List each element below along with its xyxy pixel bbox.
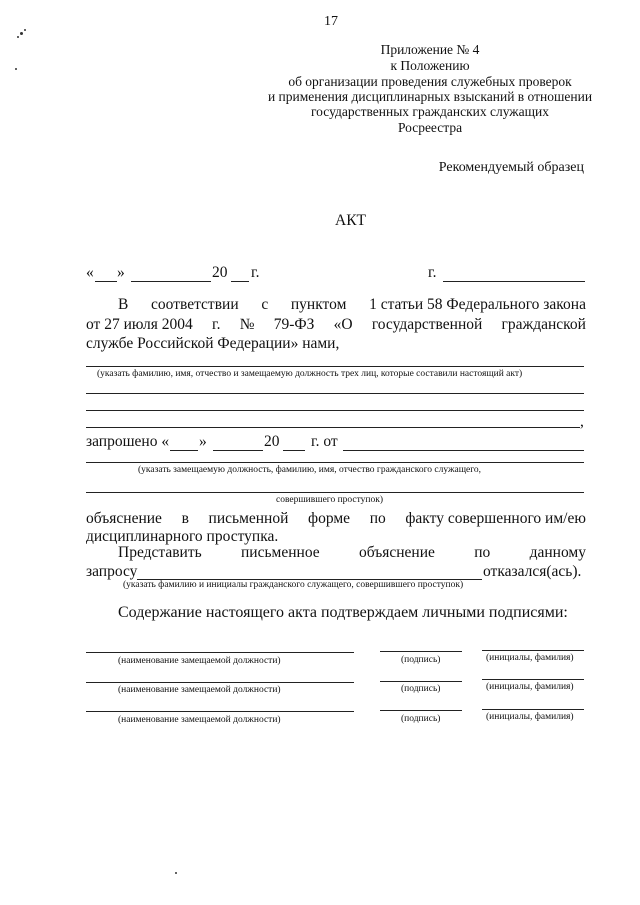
explanation-word: объяснение: [86, 510, 162, 527]
confirm-text: Содержание настоящего акта подтверждаем личными подписями:: [118, 604, 568, 621]
requested-day-field: [170, 450, 198, 451]
signature-caption: (подпись): [401, 684, 441, 694]
signature-field: [380, 681, 462, 682]
position-caption: (наименование замещаемой должности): [118, 715, 281, 725]
document-title: АКТ: [335, 212, 366, 229]
intro-line-3: службе Российской Федерации» нами,: [86, 335, 340, 352]
position-caption: (наименование замещаемой должности): [118, 685, 281, 695]
appendix-line: к Положению: [390, 58, 470, 73]
scan-speck: [15, 68, 17, 70]
initials-field: [482, 679, 584, 680]
intro-word: соответствии: [151, 296, 239, 313]
city-field: [443, 281, 585, 282]
persons-field: [86, 393, 584, 394]
present-word: объяснение: [358, 544, 435, 561]
intro-word: с: [261, 296, 269, 313]
intro-word: 1 статьи 58 Федерального закона: [369, 296, 586, 313]
signature-caption: (подпись): [401, 655, 441, 665]
requested-month-field: [213, 450, 263, 451]
appendix-line: Приложение № 4: [380, 42, 480, 57]
requested-from-field: [343, 450, 584, 451]
date-month-field: [131, 281, 211, 282]
requested-quote-close: »: [199, 433, 207, 450]
initials-caption: (инициалы, фамилия): [486, 712, 574, 722]
intro-word: №: [239, 316, 255, 333]
appendix-line: государственных гражданских служащих: [310, 104, 550, 119]
persons-field: [86, 427, 580, 428]
explanation-word: в: [181, 510, 189, 527]
persons-field: [86, 366, 584, 367]
requested-word: запрошено «: [86, 433, 170, 450]
city-prefix: г.: [428, 264, 437, 281]
date-year-prefix: 20: [212, 264, 228, 281]
intro-word: г.: [212, 316, 221, 333]
persons-caption: (указать фамилию, имя, отчество и замещаемую должность трех лиц, которые составили настоящий акт): [97, 369, 523, 379]
signature-field: [380, 710, 462, 711]
explanation-word: факту совершенного им/ею: [405, 510, 586, 527]
present-word: данному: [529, 544, 586, 561]
employee-field: [86, 462, 584, 463]
position-field: [86, 711, 354, 712]
signature-caption: (подпись): [401, 714, 441, 724]
scan-speck: [24, 29, 26, 31]
scan-speck: [17, 36, 19, 38]
scan-speck: [175, 872, 177, 874]
intro-line-2: [86, 316, 586, 334]
position-caption: (наименование замещаемой должности): [118, 656, 281, 666]
requested-year-prefix: 20: [264, 433, 280, 450]
position-field: [86, 682, 354, 683]
explanation-word: форме: [308, 510, 351, 527]
appendix-line: Росреестра: [397, 120, 463, 135]
explanation-line-2: дисциплинарного проступка.: [86, 528, 279, 545]
persons-field: [86, 410, 584, 411]
position-field: [86, 652, 354, 653]
intro-word: от 27 июля 2004: [86, 316, 193, 333]
explanation-word: письменной: [208, 510, 289, 527]
scan-speck: [20, 32, 23, 35]
request-word: запросу: [86, 563, 138, 580]
appendix-line: об организации проведения служебных проверок: [288, 74, 572, 89]
date-year-suffix: г.: [251, 264, 260, 281]
initials-caption: (инициалы, фамилия): [486, 653, 574, 663]
initials-caption: (инициалы, фамилия): [486, 682, 574, 692]
page-number: 17: [324, 14, 338, 29]
employee-field: [86, 492, 584, 493]
appendix-line: и применения дисциплинарных взысканий в отношении: [267, 89, 593, 104]
present-line-1: [118, 544, 586, 562]
intro-word: гражданской: [501, 316, 586, 333]
employee-caption-1: (указать замещаемую должность, фамилию, имя, отчество гражданского служащего,: [138, 465, 482, 475]
date-year-field: [231, 281, 249, 282]
refused-caption: (указать фамилию и инициалы гражданского служащего, совершившего проступок): [123, 580, 464, 590]
trailing-comma: ,: [580, 413, 584, 430]
intro-word: «О: [333, 316, 353, 333]
intro-word: пунктом: [290, 296, 347, 313]
initials-field: [482, 650, 584, 651]
initials-field: [482, 709, 584, 710]
intro-word: государственной: [371, 316, 483, 333]
date-quote-open: «: [86, 264, 94, 281]
explanation-word: по: [369, 510, 386, 527]
date-quote-close: »: [117, 264, 125, 281]
intro-line-1: [118, 296, 586, 314]
signature-field: [380, 651, 462, 652]
refused-word: отказался(ась).: [483, 563, 582, 580]
present-word: по: [474, 544, 491, 561]
explanation-line-1: [86, 510, 586, 528]
date-day-field: [95, 281, 117, 282]
sample-note: Рекомендуемый образец: [438, 160, 584, 175]
present-word: письменное: [241, 544, 320, 561]
requested-from: г. от: [311, 433, 338, 450]
requested-year-field: [283, 450, 305, 451]
present-word: Представить: [118, 544, 202, 561]
intro-word: 79-ФЗ: [273, 316, 315, 333]
intro-word: В: [118, 296, 129, 313]
employee-caption-2: совершившего проступок): [276, 495, 383, 505]
